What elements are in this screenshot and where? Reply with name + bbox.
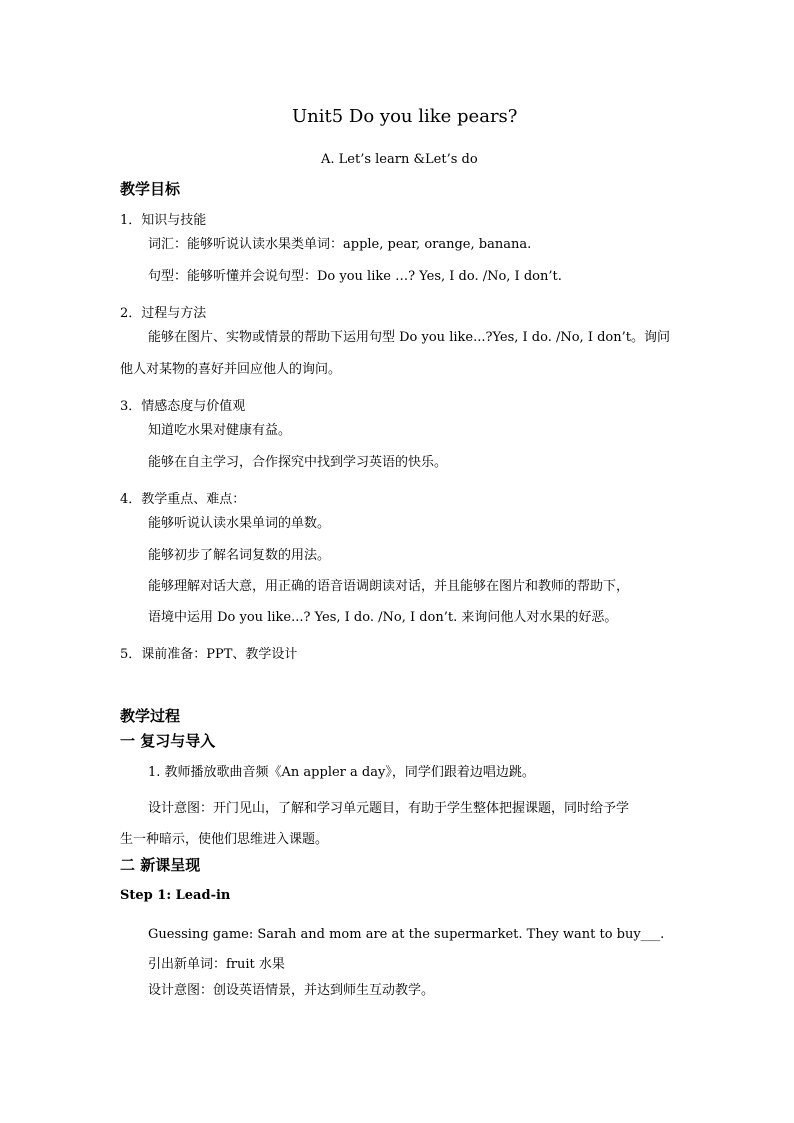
- part-1-line-2: 设计意图：开门见山，了解和学习单元题目，有助于学生整体把握课题，同时给予学: [148, 801, 630, 816]
- goal-2-line-1: 能够在图片、实物或情景的帮助下运用句型 Do you like...?Yes, I do. /No, I don’t。询问: [148, 330, 670, 345]
- goal-4-line-4: 语境中运用 Do you like...? Yes, I do. /No, I don’t. 来询问他人对水果的好恶。: [148, 610, 618, 625]
- part-1-line-1: 1. 教师播放歌曲音频《An appler a day》，同学们跟着边唱边跳。: [148, 765, 535, 780]
- goal-3-label: 3．情感态度与价值观: [120, 399, 246, 414]
- goal-2-label: 2．过程与方法: [120, 306, 207, 321]
- goal-4-line-3: 能够理解对话大意，用正确的语音语调朗读对话，并且能够在图片和教师的帮助下，: [148, 579, 630, 594]
- goal-4-line-2: 能够初步了解名词复数的用法。: [148, 548, 331, 563]
- part-2-line-3: 设计意图：创设英语情景，并达到师生互动教学。: [148, 983, 435, 998]
- document-title: Unit5 Do you like pears?: [292, 106, 518, 127]
- part-2-heading: 二 新课呈现: [120, 856, 201, 874]
- section-heading-process: 教学过程: [120, 707, 181, 725]
- part-1-line-3: 生一种暗示，使他们思维进入课题。: [120, 832, 329, 847]
- goal-3-line-1: 知道吃水果对健康有益。: [148, 423, 292, 438]
- part-1-heading: 一 复习与导入: [120, 732, 216, 750]
- goal-1-vocab: 词汇：能够听说认读水果类单词：apple, pear, orange, banana.: [148, 237, 532, 252]
- goal-5-label: 5．课前准备：PPT、教学设计: [120, 647, 298, 662]
- goal-4-line-1: 能够听说认读水果单词的单数。: [148, 516, 331, 531]
- goal-1-sentence: 句型：能够听懂并会说句型：Do you like …? Yes, I do. /No, I don’t.: [148, 269, 562, 284]
- goal-3-line-2: 能够在自主学习，合作探究中找到学习英语的快乐。: [148, 455, 448, 470]
- goal-2-line-2: 他人对某物的喜好并回应他人的询问。: [120, 362, 342, 377]
- step-1-heading: Step 1: Lead-in: [120, 888, 231, 903]
- part-2-line-2: 引出新单词：fruit 水果: [148, 957, 285, 972]
- document-subtitle: A. Let’s learn &Let’s do: [321, 152, 478, 167]
- section-heading-goals: 教学目标: [120, 180, 181, 198]
- goal-4-label: 4．教学重点、难点：: [120, 492, 246, 507]
- goal-1-label: 1．知识与技能: [120, 213, 207, 228]
- part-2-line-1: Guessing game: Sarah and mom are at the supermarket. They want to buy___.: [148, 927, 665, 942]
